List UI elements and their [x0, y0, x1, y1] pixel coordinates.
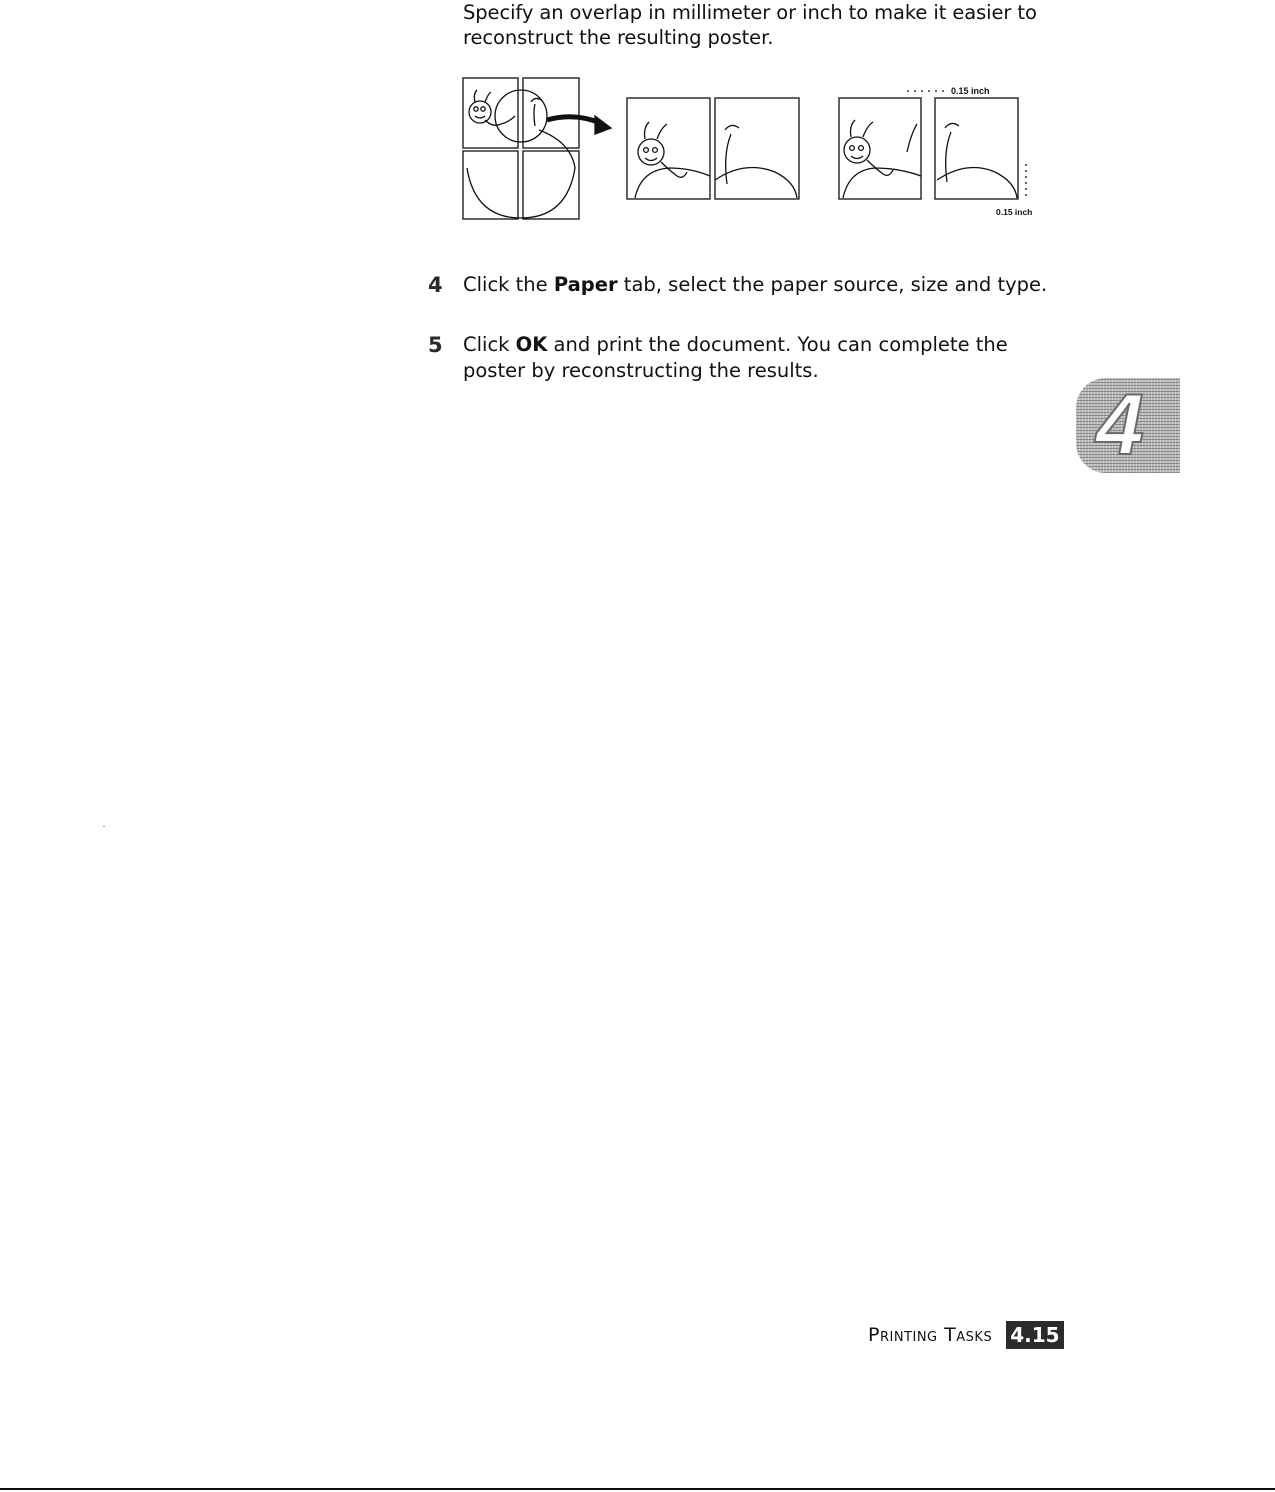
intro-paragraph	[463, 0, 1103, 50]
tiles-without-overlap	[627, 98, 799, 199]
intro-line: Specify an overlap in millimeter or inch to make it easier to	[463, 1, 1037, 24]
step-number: 5	[428, 333, 443, 357]
step-line: Click the Paper tab, select the paper source, size and type.	[463, 273, 1048, 296]
poster-grid-figure	[463, 78, 579, 219]
chapter-tab	[1076, 378, 1180, 473]
tiles-with-overlap	[839, 91, 1026, 200]
page-footer	[868, 1320, 1064, 1350]
bottom-rule	[0, 1488, 1275, 1490]
overlap-right-label: 0.15 inch	[996, 207, 1033, 217]
step-text	[463, 272, 1103, 298]
intro-line: reconstruct the resulting poster.	[463, 26, 774, 49]
paper-tab-term: Paper	[553, 273, 618, 296]
ok-term: OK	[515, 333, 548, 356]
overlap-top-label: 0.15 inch	[951, 86, 990, 96]
step-line: poster by reconstructing the results.	[463, 359, 819, 382]
chapter-number: 4	[1096, 378, 1144, 473]
page-number-badge: 4.15	[1006, 1321, 1063, 1349]
step-number: 4	[428, 273, 443, 297]
scan-artifact	[103, 826, 105, 827]
poster-overlap-illustration	[455, 72, 1055, 232]
step-text	[463, 332, 1103, 384]
footer-section-title: Printing Tasks	[868, 1324, 993, 1346]
step-line: Click OK and print the document. You can complete the	[463, 333, 1008, 356]
